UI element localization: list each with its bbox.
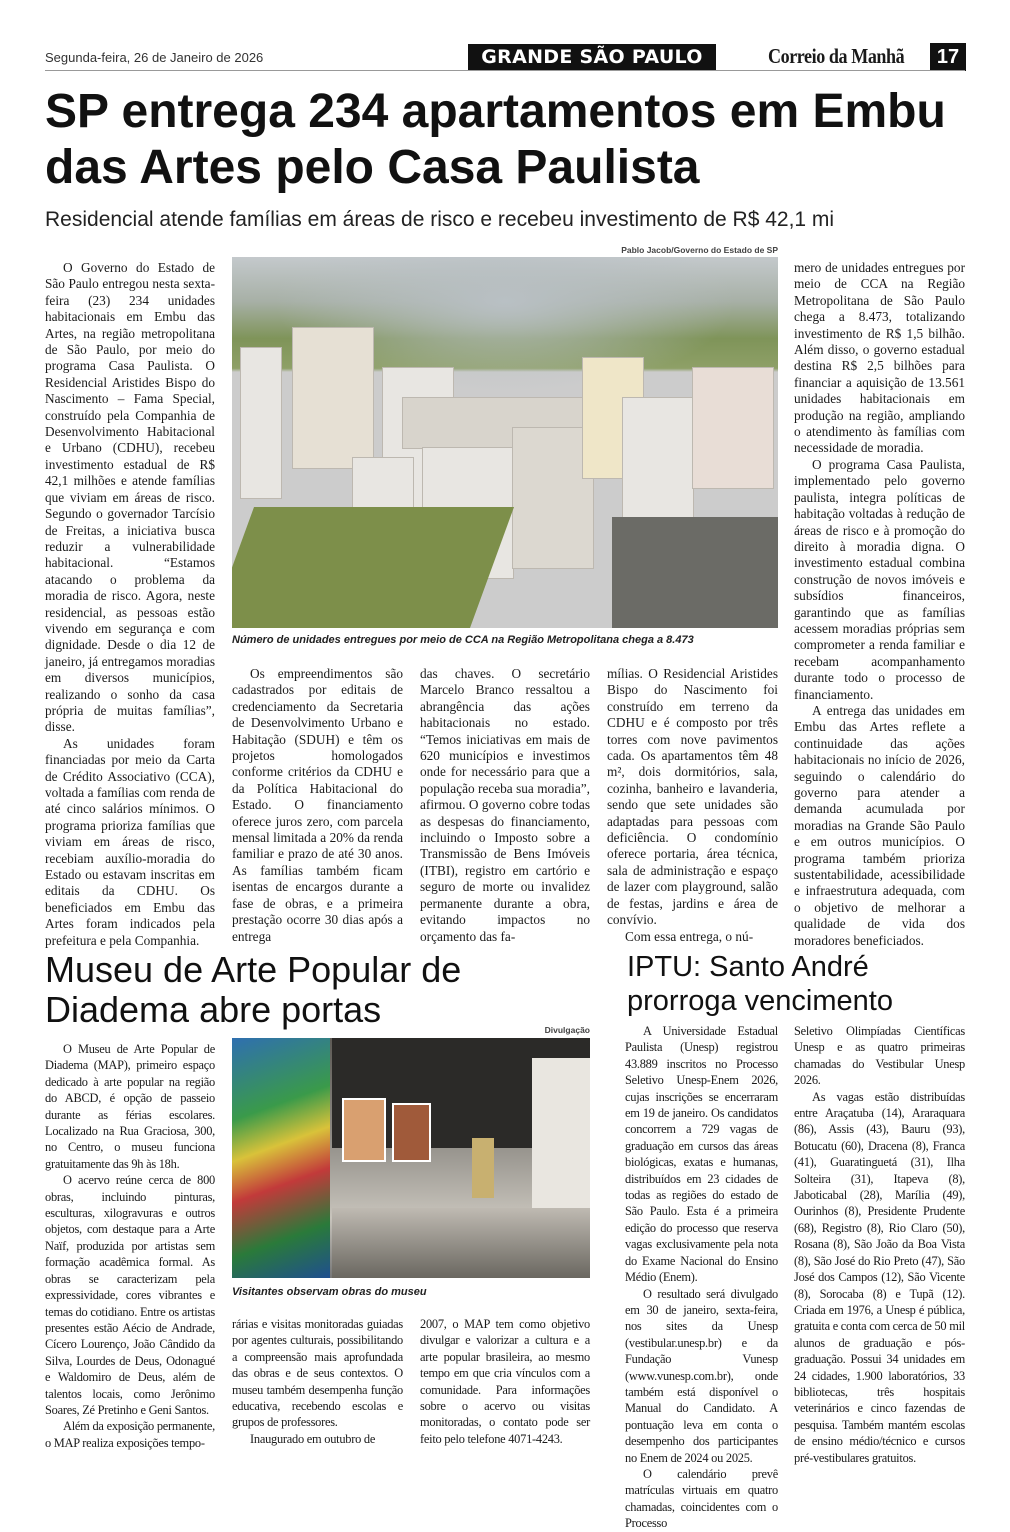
paragraph: As vagas estão distribuídas entre Araçatuba (14), Araraquara (86), Assis (43), Bauru (93), Botucatu (60), Dracena (8), Franca (41), Guaratinguetá (31), Ilha Solteira (31), Itapeva (8), Jaboticabal (28), Marília (49), Ourinhos (8), Presidente Prudente (68), Registro (8), Rio Claro (50), Rosana (8), São João da Boa Vista (8), São José do Rio Preto (47), São José dos Campos (12), São Vicente (8), Sorocaba (8) e Tupã (12). Criada em 1976, a Unesp é pública, gratuita e conta com cerca de 50 mil alunos de graduação e pós-graduação. Possui 34 unidades em 24 cidades, 1.900 laboratórios, 33 bibliotecas, três hospitais veterinários e cinco fazendas de pesquisa. Também mantém escolas de ensino médio/técnico e cursos pré-vestibulares gratuitos. [794,1089,965,1465]
newspaper-logo: Correio da Manhã [768,44,905,68]
paragraph: Além da exposição permanente, o MAP realiza exposições tempo- [45,1419,215,1450]
museum-interior-photo [232,1038,590,1278]
museum-column-1 [45,1041,215,1451]
main-photo-caption: Número de unidades entregues por meio de CCA na Região Metropolitana chega a 8.473 [232,634,694,646]
main-article-column-1 [45,260,215,949]
section-label: GRANDE SÃO PAULO [468,44,716,70]
paragraph: A entrega das unidades em Embu das Artes reflete a continuidade das ações habitacionais no início de 2026, seguindo o calendário do governo para atender a demanda acumulada por moradias na Grande São Paulo e em outros municípios. O programa também prioriza sustentabilidade, acessibilidade e infraestrutura adequada, com o objetivo de melhorar a qualidade de vida dos moradores beneficiados. [794,702,965,948]
main-headline: SP entrega 234 apartamentos em Embu das Artes pelo Casa Paulista [45,85,946,194]
main-article-column-3 [420,666,590,945]
edition-date: Segunda-feira, 26 de Janeiro de 2026 [45,50,264,65]
paragraph: As unidades foram financiadas por meio da Carta de Crédito Associativo (CCA), voltada a famílias com renda de até cinco salários mínimos. O programa prioriza famílias que viviam em áreas de risco, recebiam auxílio-moradia do Estado ou estavam inscritas em editais da CDHU. Os beneficiados em Embu das Artes foram indicados pela prefeitura e pela Companhia. [45,735,215,948]
paragraph: O programa Casa Paulista, implementado pelo governo paulista, integra políticas de habitação voltadas à redução de áreas de risco e à promoção do direito à moradia digna. O investimento estadual combina construção de novos imóveis e subsídios financeiros, garantindo que as famílias acessem moradias próprias sem comprometer a renda familiar e recebam acompanhamento durante todo o processo de financiamento. [794,456,965,702]
paragraph: O Museu de Arte Popular de Diadema (MAP), primeiro espaço dedicado à arte popular na região do ABCD, é opção de passeio durante as férias escolares. Localizado na Rua Graciosa, 300, no Centro, o museu funciona gratuitamente das 9h às 18h. [45,1042,215,1171]
main-article-column-2 [232,666,403,945]
main-article-column-5 [794,260,965,949]
iptu-column-1 [625,1023,778,1532]
paragraph: 2007, o MAP tem como objetivo divulgar e valorizar a cultura e a arte popular brasileira, ao mesmo tempo em que cria vínculos com a comunidade. Para informações sobre o acervo ou visitas monitoradas, o contato pode ser feito pelo telefone 4071-4243. [420,1317,590,1446]
main-article-column-4 [607,666,778,945]
paragraph: O acervo reúne cerca de 800 obras, incluindo pinturas, esculturas, xilogravuras e outros objetos, com destaque para a Arte Naïf, produzida por artistas sem formação acadêmica formal. As obras se caracterizam pela expressividade, cores vibrantes e temas do cotidiano. Entre os artistas presentes estão Aécio de Andrade, Cícero Lourenço, João Cândido da Silva, Lourdes de Deus, Odonagué e Waldomiro de Deus, além de talentos locais, como Jerônimo Soares, Zé Pretinho e Geni Santos. [45,1173,215,1417]
paragraph: Inaugurado em outubro de [250,1431,376,1446]
paragraph: Com essa entrega, o nú- [625,928,754,944]
header-divider [45,70,965,71]
paragraph: Os empreendimentos são cadastrados por editais de credenciamento da Secretaria de Desenvolvimento Urbano e Habitação (SDUH) e têm os projetos homologados conforme critérios da CDHU e da Política Habitacional do Estado. O financiamento oferece juros zero, com parcela mensal limitada a 20% da renda familiar e prazo de até 30 anos. As famílias também ficam isentas de encargos durante a fase de obras, e a primeira prestação ocorre 30 dias após a entrega [232,666,403,944]
museum-headline: Museu de Arte Popular de Diadema abre portas [45,949,462,1030]
main-photo-credit: Pablo Jacob/Governo do Estado de SP [621,245,778,255]
paragraph: mero de unidades entregues por meio de CCA na Região Metropolitana de São Paulo chega a 8.473, totalizando investimento de R$ 1,5 bilhão. Além disso, o governo estadual destina R$ 2,5 bilhões para financiar a aquisição de 13.561 unidades habitacionais em produção na região, ampliando o atendimento às famílias com necessidade de moradia. [794,260,965,456]
paragraph: O resultado será divulgado em 30 de janeiro, sexta-feira, nos sites da Unesp (vestibular.unesp.br) e da Fundação Vunesp (www.vunesp.com.br), onde também está disponível o Manual do Candidato. A pontuação leva em conta o desempenho dos participantes no Enem de 2024 ou 2025. [625,1286,778,1465]
museum-photo-credit: Divulgação [544,1025,590,1035]
iptu-column-2 [794,1023,965,1466]
housing-complex-aerial-photo [232,257,778,628]
paragraph: O calendário prevê matrículas virtuais em quatro chamadas, coincidentes com o Processo [625,1466,778,1531]
paragraph: O Governo do Estado de São Paulo entregou nesta sexta-feira (23) 234 unidades habitacionais em Embu das Artes, na região metropolitana de São Paulo, por meio do programa Casa Paulista. O Residencial Aristides Bispo do Nascimento – Fama Special, construído pela Companhia de Desenvolvimento Habitacional e Urbano (CDHU), recebeu investimento estadual de R$ 42,1 milhões e atende famílias que viviam em áreas de risco. Segundo o governador Tarcísio de Freitas, a iniciativa busca reduzir a vulnerabilidade habitacional. “Estamos atacando o problema da moradia de risco. Agora, neste residencial, as pessoas estão vivendo em segurança e com dignidade. Desde o dia 12 de janeiro, já entregamos moradias em diversos municípios, realizando o sonho da casa própria de muitas famílias”, disse. [45,260,215,735]
paragraph: Seletivo Olimpíadas Científicas Unesp e as quatro primeiras chamadas do Vestibular Unesp 2026. [794,1024,965,1088]
paragraph: das chaves. O secretário Marcelo Branco ressaltou a abrangência das ações habitacionais no estado. “Temos iniciativas em mais de 620 municípios e investimos onde for necessário para que a população receba sua moradia”, afirmou. O governo cobre todas as despesas do financiamento, incluindo o Imposto sobre a Transmissão de Bens Imóveis (ITBI), registro em cartório e seguro de morte ou invalidez permanente durante a obra, evitando impactos no orçamento das fa- [420,666,590,944]
museum-column-2 [232,1316,403,1447]
paragraph: mílias. O Residencial Aristides Bispo do Nascimento foi construído em terreno da CDHU e é composto por três torres com nove pavimentos cada. Os apartamentos têm 48 m², dois dormitórios, sala, cozinha, banheiro e lavanderia, sendo que sete unidades são adaptadas para pessoas com deficiência. O condomínio oferece portaria, área técnica, sala de administração e espaço de lazer com playground, salão de festas, jardins e área de convívio. [607,666,778,928]
museum-photo-caption: Visitantes observam obras do museu [232,1286,427,1298]
paragraph: rárias e visitas monitoradas guiadas por agentes culturais, possibilitando a compreensão mais aprofundada das obras e de seus contextos. O museu também desempenha função educativa, recebendo escolas e grupos de professores. [232,1317,403,1430]
page-number: 17 [930,43,966,71]
paragraph: A Universidade Estadual Paulista (Unesp) registrou 43.889 inscritos no Processo Seletivo Unesp-Enem 2026, cujas inscrições se encerraram em 19 de janeiro. Os candidatos concorrem a 729 vagas de graduação em cursos das áreas biológicas, exatas e humanas, distribuídos em 23 cidades de todas as regiões do estado de São Paulo. Esta é a primeira edição do processo que reserva vagas exclusivamente pela nota do Exame Nacional do Ensino Médio (Enem). [625,1024,778,1285]
iptu-headline: IPTU: Santo André prorroga vencimento [627,951,893,1017]
main-subtitle: Residencial atende famílias em áreas de risco e recebeu investimento de R$ 42,1 mi [45,208,835,231]
museum-column-3 [420,1316,590,1447]
